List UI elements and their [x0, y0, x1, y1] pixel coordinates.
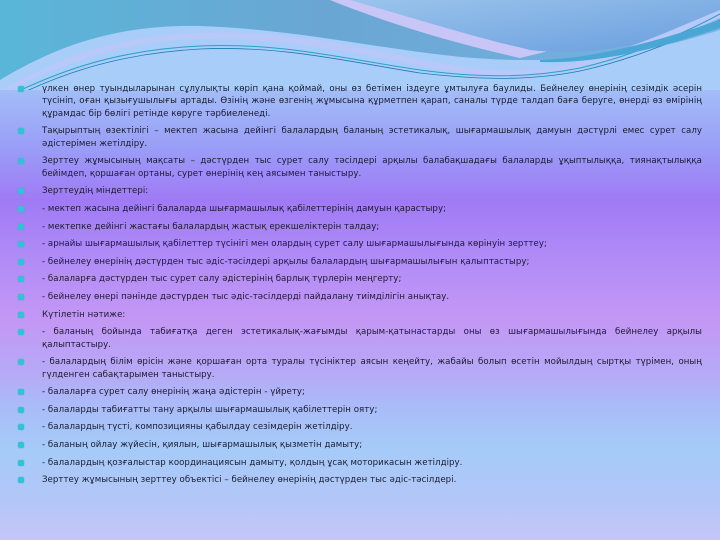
list-item-text: Зерттеу жұмысының мақсаты – дәстүрден тыс сурет салу тәсілдері арқылы балабақшадағы балаларды ұқыптылыққа, тиянақтылыққа бейімдеп, қоршаған ортаны, сурет өнерінің кең аясымен таныстыру. — [42, 156, 702, 179]
bullet-icon — [18, 359, 24, 365]
list-item-text: - баланың бойында табиғатқа деген эстетикалық-жағымды қарым-қатынастарды оны өз шығармашылығында бейнелеу арқылы қалыптастыру. — [42, 327, 702, 350]
list-item-text: - балалардың білім өрісін және қоршаған орта туралы түсініктер аясын кеңейту, жабайы болып өсетін мойылдың сыртқы түрімен, оның гүлденген сабақтарымен таныстыру. — [42, 357, 702, 380]
bullet-icon — [18, 460, 24, 466]
bullet-icon — [18, 389, 24, 395]
header-wave-decoration — [0, 0, 720, 90]
bullet-icon — [18, 128, 24, 134]
list-item — [18, 356, 702, 381]
list-item — [18, 155, 702, 180]
list-item — [18, 457, 702, 469]
list-item-text: Күтілетін нәтиже: — [42, 309, 126, 320]
list-item — [18, 221, 702, 233]
bullet-icon — [18, 407, 24, 413]
bullet-icon — [18, 424, 24, 430]
bullet-icon — [18, 241, 24, 247]
bullet-icon — [18, 329, 24, 335]
list-item-text: Зерттеудің міндеттері: — [42, 186, 149, 197]
list-item-text: - балаларға сурет салу өнерінің жаңа әдістерін - үйрету; — [42, 387, 305, 398]
list-item-text: - балаларды табиғатты тану арқылы шығармашылық қабілеттерін ояту; — [42, 404, 378, 415]
list-item — [18, 185, 702, 197]
list-item-text: - мектеп жасына дейінгі балаларда шығармашылық қабілеттерінің дамуын қарастыру; — [42, 204, 447, 214]
list-item-text: - балалардың қозғалыстар координациясын дамыту, қолдың ұсақ моторикасын жетілдіру. — [42, 457, 463, 468]
bullet-icon — [18, 276, 24, 282]
bullet-icon — [18, 294, 24, 300]
list-item-text: - мектепке дейінгі жастағы балалардың жастық ерекшеліктерін талдау; — [42, 221, 380, 232]
list-item-text: Зерттеу жұмысының зерттеу объектісі – бейнелеу өнерінің дәстүрден тыс әдіс-тәсілдері. — [42, 475, 457, 486]
list-item — [18, 238, 702, 250]
list-item — [18, 421, 702, 433]
list-item — [18, 125, 702, 150]
list-item-text: - бейнелеу өнерінің дәстүрден тыс әдіс-тәсілдері арқылы балалардың шығармашылығын қалыптастыру; — [42, 256, 530, 267]
list-item — [18, 273, 702, 285]
bullet-icon — [18, 442, 24, 448]
list-item — [18, 474, 702, 486]
list-item — [18, 404, 702, 416]
list-item — [18, 386, 702, 398]
bullet-icon — [18, 188, 24, 194]
bullet-icon — [18, 86, 24, 92]
list-item-text: - балаларға дәстүрден тыс сурет салу әдістерінің барлық түрлерін меңгерту; — [42, 274, 402, 285]
list-item — [18, 326, 702, 351]
list-item-text: - балалардың түсті, композицияны қабылдау сезімдерін жетілдіру. — [42, 422, 353, 433]
bullet-icon — [18, 312, 24, 318]
list-item — [18, 291, 702, 303]
list-item-text: үлкен өнер туындыларынан сұлулықты көріп қана қоймай, оны өз бетімен іздеуге ұмтылуға баулиды. Бейнелеу өнерінің сезімдік әсерін түсініп, оған қызығушылығы артады. Өзінің және өзгенің жұмысына құрметпен қарап, саналы түрде талдап баға беруге, өнерді өз өмірінің құрамдас бір бөлігі ретінде көруге тәрбиеленеді. — [42, 84, 702, 119]
list-item — [18, 83, 702, 120]
list-item — [18, 309, 702, 321]
bullet-icon — [18, 259, 24, 265]
list-item-text: - бейнелеу өнері пәнінде дәстүрден тыс әдіс-тәсілдерді пайдалану тиімділігін анықтау. — [42, 291, 450, 302]
list-item-text: Тақырыптың өзектілігі – мектеп жасына дейінгі балалардың баланың эстетикалық, шығармашылық дамуын дәстүрлі емес сурет салу әдістерімен жетілдіру. — [42, 126, 702, 149]
list-item-text: - арнайы шығармашылық қабілеттер түсінігі мен олардың сурет салу шығармашылығында көрінуін зерттеу; — [42, 239, 547, 250]
bullet-icon — [18, 224, 24, 230]
bullet-icon — [18, 477, 24, 483]
list-item — [18, 256, 702, 268]
bullet-icon — [18, 206, 24, 212]
bullet-icon — [18, 158, 24, 164]
list-item-text: - баланың ойлау жүйесін, қиялын, шығармашылық қызметін дамыту; — [42, 439, 363, 450]
list-item — [18, 439, 702, 451]
list-item — [18, 203, 702, 215]
bullet-list — [18, 83, 702, 492]
